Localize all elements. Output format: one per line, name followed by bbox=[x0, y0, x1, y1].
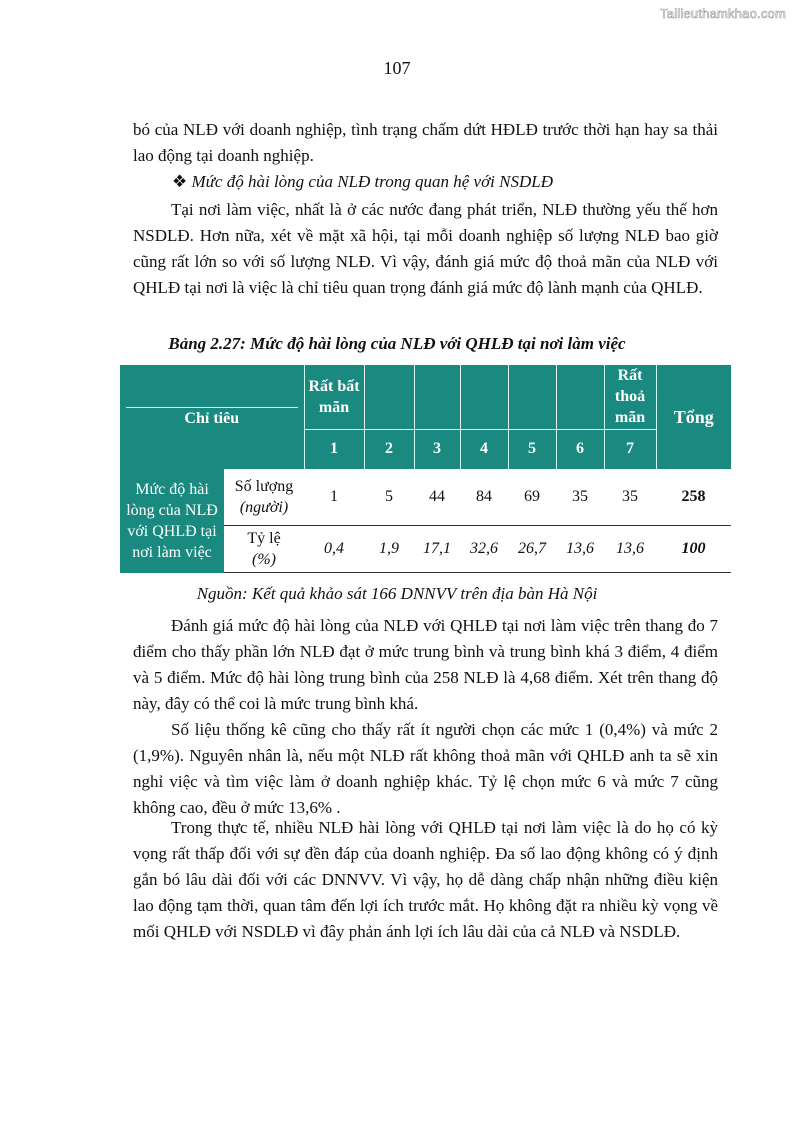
table-cell: 26,7 bbox=[508, 526, 556, 573]
scale-3: 3 bbox=[414, 429, 460, 469]
table-cell: 1,9 bbox=[364, 526, 414, 573]
section-heading-text: Mức độ hài lòng của NLĐ trong quan hệ với NSDLĐ bbox=[191, 172, 553, 191]
scale-7: 7 bbox=[604, 429, 656, 469]
table-cell: 0,4 bbox=[304, 526, 364, 573]
scale-4: 4 bbox=[460, 429, 508, 469]
paragraph-3: Số liệu thống kê cũng cho thấy rất ít người chọn các mức 1 (0,4%) và mức 2 (1,9%). Nguyên nhân là, nếu một NLĐ rất không thoả mãn với QHLĐ anh ta sẽ xin nghỉ việc và tìm việc làm ở doanh nghiệp khác. Tỷ lệ chọn mức 6 và mức 7 cũng không cao, đều ở mức 13,6% . bbox=[133, 720, 718, 817]
header-blank-2 bbox=[364, 365, 414, 429]
intro-paragraph: bó của NLĐ với doanh nghiệp, tình trạng chấm dứt HĐLĐ trước thời hạn hay sa thải lao động tại doanh nghiệp. bbox=[133, 120, 718, 165]
row-group-label: Mức độ hài lòng của NLĐ với QHLĐ tại nơi làm việc bbox=[120, 469, 224, 573]
table-cell: 13,6 bbox=[556, 526, 604, 573]
table-cell: 1 bbox=[304, 469, 364, 526]
table-cell: 44 bbox=[414, 469, 460, 526]
header-blank-6 bbox=[556, 365, 604, 429]
header-low: Rất bất mãn bbox=[304, 365, 364, 429]
header-total: Tổng bbox=[656, 365, 731, 469]
table-header-row bbox=[120, 365, 731, 429]
table-row bbox=[120, 469, 731, 526]
table-cell: 69 bbox=[508, 469, 556, 526]
page-number: 107 bbox=[383, 58, 411, 78]
row-label: Số lượng (người) bbox=[224, 469, 304, 526]
header-blank-3 bbox=[414, 365, 460, 429]
header-blank-4 bbox=[460, 365, 508, 429]
header-blank-5 bbox=[508, 365, 556, 429]
section-heading bbox=[172, 169, 553, 195]
diamond-bullet-icon: ❖ bbox=[172, 172, 188, 191]
table-cell: 32,6 bbox=[460, 526, 508, 573]
paragraph-2: Đánh giá mức độ hài lòng của NLĐ với QHLĐ tại nơi làm việc trên thang đo 7 điểm cho thấy phần lớn NLĐ đạt ở mức trung bình và trung bình khá 3 điểm, 4 điểm và 5 điểm. Mức độ hài lòng trung bình của 258 NLĐ là 4,68 điểm. Xét trên thang độ này, đây có thể coi là mức trung bình khá. bbox=[133, 616, 718, 713]
table-source: Nguồn: Kết quả khảo sát 166 DNNVV trên địa bàn Hà Nội bbox=[196, 584, 598, 603]
row-label: Tỷ lệ (%) bbox=[224, 526, 304, 573]
scale-5: 5 bbox=[508, 429, 556, 469]
paragraph-4: Trong thực tế, nhiều NLĐ hài lòng với QHLĐ tại nơi làm việc là do họ có kỳ vọng rất thấp đối với sự đền đáp của doanh nghiệp. Đa số lao động không có ý định gắn bó lâu dài đối với các DNNVV. Vì vậy, họ dễ dàng chấp nhận những điều kiện lao động tạm thời, quan tâm đến lợi ích trước mắt. Họ không đặt ra nhiều kỳ vọng về mối QHLĐ với NSDLĐ vì đây phản ánh lợi ích lâu dài của cả NLĐ và NSDLĐ. bbox=[133, 818, 718, 941]
table-cell: 13,6 bbox=[604, 526, 656, 573]
table-caption: Bảng 2.27: Mức độ hài lòng của NLĐ với QHLĐ tại nơi làm việc bbox=[168, 334, 626, 353]
table-total-cell: 258 bbox=[656, 469, 731, 526]
table-cell: 17,1 bbox=[414, 526, 460, 573]
table-cell: 84 bbox=[460, 469, 508, 526]
header-indicator: Chỉ tiêu bbox=[120, 365, 304, 469]
satisfaction-table bbox=[120, 365, 731, 573]
header-high: Rất thoả mãn bbox=[604, 365, 656, 429]
scale-1: 1 bbox=[304, 429, 364, 469]
table-cell: 35 bbox=[604, 469, 656, 526]
paragraph-1: Tại nơi làm việc, nhất là ở các nước đang phát triển, NLĐ thường yếu thế hơn NSDLĐ. Hơn nữa, xét về mặt xã hội, tại mỗi doanh nghiệp số lượng NLĐ bao giờ cũng rất lớn so với số lượng NLĐ. Vì vậy, đánh giá mức độ thoả mãn của NLĐ với QHLĐ tại nơi là việc là chỉ tiêu quan trọng đánh giá mức độ lành mạnh của QHLĐ. bbox=[133, 200, 718, 297]
watermark: Tailieuthamkhao.com bbox=[660, 6, 786, 21]
table-cell: 5 bbox=[364, 469, 414, 526]
scale-2: 2 bbox=[364, 429, 414, 469]
table-cell: 35 bbox=[556, 469, 604, 526]
scale-6: 6 bbox=[556, 429, 604, 469]
table-total-cell: 100 bbox=[656, 526, 731, 573]
